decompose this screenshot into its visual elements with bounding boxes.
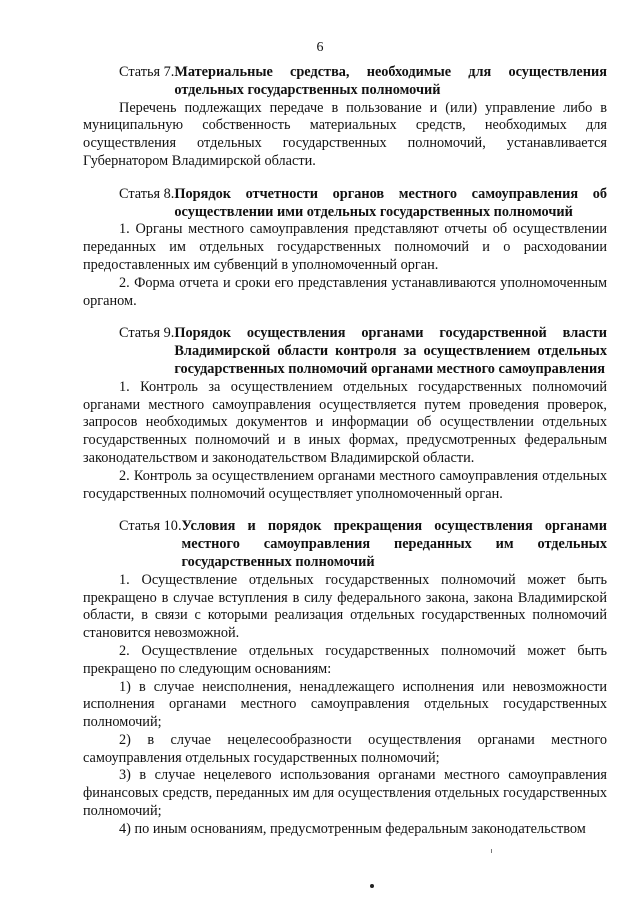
article-title: Порядок осуществления органами государственной власти Владимирской области контроля за осуществлением отдельных государственных полномочий органами местного самоуправления	[174, 325, 607, 377]
article-label: Статья 8.	[119, 185, 175, 202]
list-item: 1) в случае неисполнения, ненадлежащего исполнения или невозможности исполнения органами местного самоуправления отдельных государственных полномочий;	[83, 678, 607, 731]
article-title: Материальные средства, необходимые для осуществления отдельных государственных полномочий	[174, 64, 607, 98]
article-heading	[83, 518, 607, 571]
article-label: Статья 10.	[119, 518, 182, 535]
article-7	[83, 64, 607, 171]
paragraph: 2. Контроль за осуществлением органами местного самоуправления отдельных государственных полномочий осуществляет уполномоченный орган.	[83, 467, 607, 502]
article-title: Порядок отчетности органов местного самоуправления об осуществлении ими отдельных государственных полномочий	[174, 185, 607, 220]
paragraph: 2. Осуществление отдельных государственных полномочий может быть прекращено по следующим основаниям:	[83, 642, 607, 677]
article-title: Условия и порядок прекращения осуществления органами местного самоуправления переданных им отдельных государственных полномочий	[181, 518, 607, 570]
article-8	[83, 186, 607, 311]
page-number: 6	[316, 40, 324, 55]
paragraph: 1. Органы местного самоуправления представляют отчеты об осуществлении переданных им отдельных государственных полномочий и о расходовании предоставленных им субвенций в уполномоченный орган.	[83, 221, 607, 273]
paragraph: 2. Форма отчета и сроки его представления устанавливаются уполномоченным органом.	[83, 274, 607, 309]
article-label: Статья 9.	[119, 325, 175, 342]
scan-speck	[491, 849, 492, 853]
paragraph: Перечень подлежащих передаче в пользование и (или) управление либо в муниципальную собственность материальных средств, необходимых для осуществления отдельных государственных полномочий, устанавливается Губернатором Владимирской области.	[83, 99, 607, 169]
article-heading	[83, 64, 607, 100]
article-10	[83, 518, 607, 838]
article-heading	[83, 325, 607, 378]
article-9	[83, 325, 607, 503]
list-item: 2) в случае нецелесообразности осуществления органами местного самоуправления отдельных государственных полномочий;	[83, 731, 607, 766]
article-label: Статья 7.	[119, 64, 175, 80]
list-item: 3) в случае нецелевого использования органами местного самоуправления финансовых средств, переданных им для осуществления отдельных государственных полномочий;	[83, 767, 607, 820]
paragraph: 1. Контроль за осуществлением отдельных государственных полномочий органами местного самоуправления осуществляется путем проведения проверок, запросов необходимых документов и информации об осуществлении отдельных государственных полномочий и в иных формах, предусмотренных федеральным законодательством и законодательством Владимирской области.	[83, 378, 607, 466]
paragraph: 1. Осуществление отдельных государственных полномочий может быть прекращено в случае вступления в силу федерального закона, закона Владимирской области, в связи с которыми реализация отдельных государственных полномочий становится невозможной.	[83, 571, 607, 642]
list-item: 4) по иным основаниям, предусмотренным федеральным законодательством	[119, 820, 586, 837]
document-body	[83, 64, 607, 839]
scan-dot	[370, 884, 374, 888]
article-heading	[83, 186, 607, 222]
